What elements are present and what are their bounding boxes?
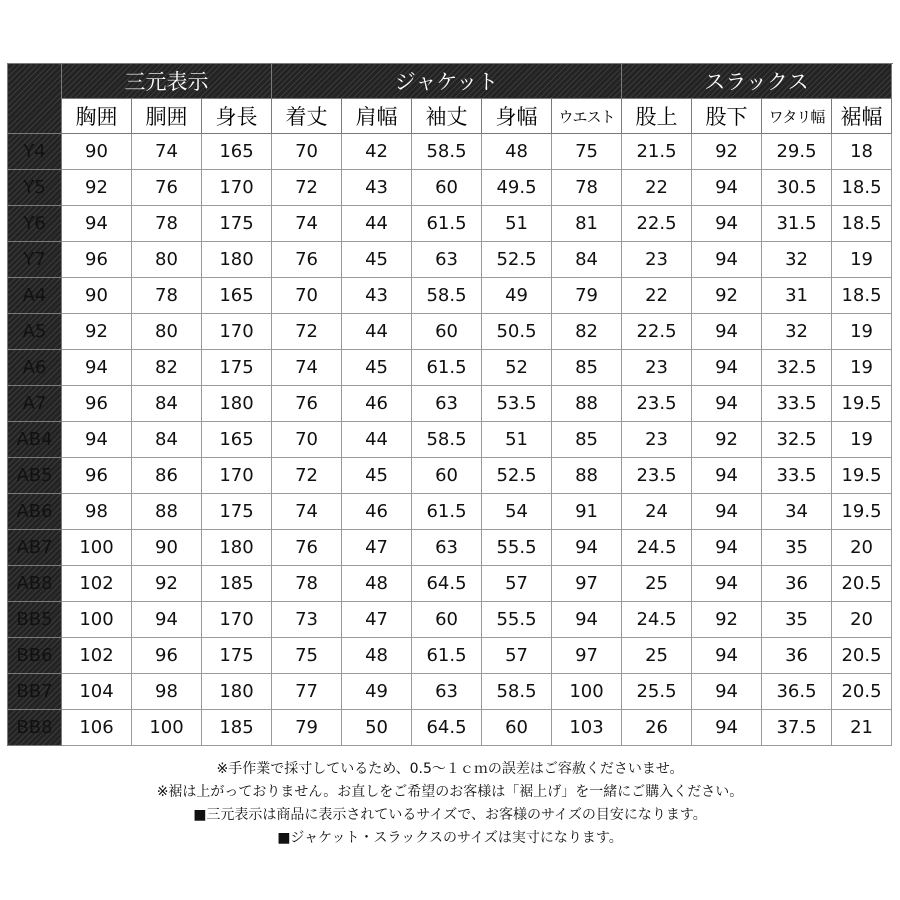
table-row — [8, 638, 892, 674]
measurement-cell: 55.5 — [482, 530, 552, 566]
measurement-cell: 25 — [622, 638, 692, 674]
measurement-cell: 19 — [832, 242, 892, 278]
measurement-cell: 18.5 — [832, 206, 892, 242]
group-header-slacks: スラックス — [622, 64, 892, 99]
measurement-cell: 34 — [762, 494, 832, 530]
measurement-cell: 94 — [62, 422, 132, 458]
measurement-cell: 19.5 — [832, 494, 892, 530]
note-line: ■三元表示は商品に表示されているサイズで、お客様のサイズの目安になります。 — [193, 807, 707, 823]
measurement-cell: 74 — [272, 206, 342, 242]
measurement-cell: 54 — [482, 494, 552, 530]
measurement-cell: 49 — [482, 278, 552, 314]
size-label-cell: AB4 — [8, 422, 62, 458]
measurement-cell: 19 — [832, 350, 892, 386]
measurement-cell: 180 — [202, 674, 272, 710]
measurement-cell: 100 — [132, 710, 202, 746]
measurement-cell: 82 — [552, 314, 622, 350]
measurement-cell: 30.5 — [762, 170, 832, 206]
measurement-cell: 19 — [832, 422, 892, 458]
table-row — [8, 422, 892, 458]
measurement-cell: 70 — [272, 278, 342, 314]
table-row — [8, 206, 892, 242]
measurement-cell: 102 — [62, 638, 132, 674]
measurement-cell: 92 — [692, 278, 762, 314]
measurement-cell: 98 — [62, 494, 132, 530]
measurement-cell: 94 — [692, 674, 762, 710]
size-label-cell: Y4 — [8, 134, 62, 170]
measurement-cell: 48 — [342, 638, 412, 674]
measurement-cell: 82 — [132, 350, 202, 386]
measurement-cell: 103 — [552, 710, 622, 746]
measurement-cell: 63 — [412, 530, 482, 566]
size-chart-table — [7, 63, 892, 746]
column-header: 裾幅 — [832, 99, 892, 134]
measurement-cell: 32.5 — [762, 350, 832, 386]
measurement-cell: 90 — [62, 134, 132, 170]
measurement-cell: 31.5 — [762, 206, 832, 242]
measurement-cell: 32 — [762, 242, 832, 278]
measurement-cell: 94 — [692, 710, 762, 746]
measurement-cell: 96 — [62, 386, 132, 422]
measurement-cell: 22.5 — [622, 314, 692, 350]
size-label-cell: Y6 — [8, 206, 62, 242]
measurement-cell: 44 — [342, 206, 412, 242]
measurement-cell: 32 — [762, 314, 832, 350]
column-header: 袖丈 — [412, 99, 482, 134]
measurement-cell: 44 — [342, 314, 412, 350]
measurement-cell: 20 — [832, 530, 892, 566]
measurement-cell: 185 — [202, 710, 272, 746]
measurement-cell: 47 — [342, 530, 412, 566]
measurement-cell: 94 — [692, 458, 762, 494]
measurement-cell: 50.5 — [482, 314, 552, 350]
measurement-cell: 19 — [832, 314, 892, 350]
table-row — [8, 458, 892, 494]
measurement-cell: 185 — [202, 566, 272, 602]
corner-cell — [8, 64, 62, 134]
measurement-cell: 24 — [622, 494, 692, 530]
measurement-cell: 91 — [552, 494, 622, 530]
measurement-cell: 46 — [342, 494, 412, 530]
measurement-cell: 58.5 — [412, 422, 482, 458]
measurement-cell: 19.5 — [832, 458, 892, 494]
measurement-cell: 170 — [202, 602, 272, 638]
size-label-cell: A4 — [8, 278, 62, 314]
column-header: ワタリ幅 — [762, 99, 832, 134]
column-header-row — [8, 99, 892, 134]
measurement-cell: 94 — [552, 530, 622, 566]
measurement-cell: 52.5 — [482, 242, 552, 278]
measurement-cell: 60 — [412, 314, 482, 350]
note-line: ※手作業で採寸しているため、0.5～１ｃｍの誤差はご容赦くださいませ。 — [216, 761, 684, 777]
measurement-cell: 84 — [132, 386, 202, 422]
measurement-cell: 23 — [622, 242, 692, 278]
measurement-cell: 64.5 — [412, 566, 482, 602]
measurement-cell: 75 — [272, 638, 342, 674]
table-row — [8, 170, 892, 206]
table-row — [8, 566, 892, 602]
measurement-cell: 58.5 — [412, 278, 482, 314]
measurement-cell: 85 — [552, 350, 622, 386]
size-label-cell: AB8 — [8, 566, 62, 602]
measurement-cell: 90 — [62, 278, 132, 314]
measurement-cell: 175 — [202, 638, 272, 674]
measurement-cell: 58.5 — [482, 674, 552, 710]
size-table-body — [8, 134, 892, 746]
measurement-cell: 70 — [272, 422, 342, 458]
measurement-cell: 94 — [692, 386, 762, 422]
measurement-cell: 96 — [62, 458, 132, 494]
note-line: ※裾は上がっておりません。お直しをご希望のお客様は「裾上げ」を一緒にご購入ください。 — [156, 784, 744, 800]
measurement-cell: 76 — [272, 386, 342, 422]
table-row — [8, 386, 892, 422]
measurement-cell: 45 — [342, 458, 412, 494]
measurement-cell: 97 — [552, 638, 622, 674]
measurement-cell: 23.5 — [622, 386, 692, 422]
measurement-cell: 77 — [272, 674, 342, 710]
group-header-jacket: ジャケット — [272, 64, 622, 99]
measurement-cell: 165 — [202, 134, 272, 170]
measurement-cell: 88 — [132, 494, 202, 530]
measurement-cell: 100 — [62, 602, 132, 638]
measurement-cell: 84 — [132, 422, 202, 458]
size-label-cell: AB6 — [8, 494, 62, 530]
measurement-cell: 18 — [832, 134, 892, 170]
measurement-cell: 60 — [412, 458, 482, 494]
measurement-cell: 20.5 — [832, 566, 892, 602]
measurement-cell: 94 — [692, 170, 762, 206]
measurement-cell: 47 — [342, 602, 412, 638]
measurement-cell: 175 — [202, 350, 272, 386]
measurement-cell: 78 — [272, 566, 342, 602]
measurement-cell: 49 — [342, 674, 412, 710]
size-label-cell: Y7 — [8, 242, 62, 278]
measurement-cell: 104 — [62, 674, 132, 710]
measurement-cell: 85 — [552, 422, 622, 458]
measurement-cell: 48 — [342, 566, 412, 602]
measurement-cell: 90 — [132, 530, 202, 566]
measurement-cell: 92 — [692, 602, 762, 638]
measurement-cell: 36.5 — [762, 674, 832, 710]
group-header-sanken: 三元表示 — [62, 64, 272, 99]
table-row — [8, 530, 892, 566]
measurement-cell: 25 — [622, 566, 692, 602]
measurement-cell: 180 — [202, 242, 272, 278]
measurement-cell: 33.5 — [762, 458, 832, 494]
measurement-cell: 60 — [412, 602, 482, 638]
size-label-cell: BB5 — [8, 602, 62, 638]
measurement-cell: 20.5 — [832, 638, 892, 674]
size-label-cell: Y5 — [8, 170, 62, 206]
column-header: 胸囲 — [62, 99, 132, 134]
size-label-cell: AB5 — [8, 458, 62, 494]
measurement-cell: 58.5 — [412, 134, 482, 170]
measurement-cell: 19.5 — [832, 386, 892, 422]
measurement-cell: 36 — [762, 566, 832, 602]
measurement-cell: 51 — [482, 422, 552, 458]
measurement-cell: 21 — [832, 710, 892, 746]
measurement-cell: 94 — [692, 242, 762, 278]
measurement-cell: 57 — [482, 638, 552, 674]
measurement-cell: 37.5 — [762, 710, 832, 746]
measurement-cell: 61.5 — [412, 494, 482, 530]
table-row — [8, 710, 892, 746]
measurement-cell: 94 — [692, 314, 762, 350]
measurement-cell: 94 — [692, 494, 762, 530]
measurement-cell: 35 — [762, 530, 832, 566]
measurement-cell: 76 — [272, 242, 342, 278]
measurement-cell: 94 — [552, 602, 622, 638]
measurement-cell: 22.5 — [622, 206, 692, 242]
column-header: 股下 — [692, 99, 762, 134]
measurement-cell: 170 — [202, 458, 272, 494]
measurement-cell: 64.5 — [412, 710, 482, 746]
measurement-cell: 98 — [132, 674, 202, 710]
column-header: 肩幅 — [342, 99, 412, 134]
measurement-cell: 55.5 — [482, 602, 552, 638]
size-label-cell: A6 — [8, 350, 62, 386]
measurement-cell: 74 — [272, 494, 342, 530]
measurement-cell: 44 — [342, 422, 412, 458]
measurement-cell: 94 — [132, 602, 202, 638]
size-label-cell: A7 — [8, 386, 62, 422]
measurement-cell: 88 — [552, 386, 622, 422]
measurement-cell: 74 — [132, 134, 202, 170]
measurement-cell: 94 — [692, 566, 762, 602]
measurement-cell: 94 — [692, 206, 762, 242]
measurement-cell: 23 — [622, 350, 692, 386]
size-label-cell: A5 — [8, 314, 62, 350]
measurement-cell: 75 — [552, 134, 622, 170]
size-label-cell: AB7 — [8, 530, 62, 566]
table-row — [8, 242, 892, 278]
measurement-cell: 92 — [692, 134, 762, 170]
measurement-cell: 94 — [692, 350, 762, 386]
measurement-cell: 74 — [272, 350, 342, 386]
measurement-cell: 48 — [482, 134, 552, 170]
measurement-cell: 180 — [202, 530, 272, 566]
measurement-cell: 80 — [132, 242, 202, 278]
measurement-cell: 18.5 — [832, 278, 892, 314]
measurement-cell: 94 — [692, 638, 762, 674]
column-header: 胴囲 — [132, 99, 202, 134]
measurement-cell: 170 — [202, 314, 272, 350]
table-row — [8, 674, 892, 710]
notes-block — [0, 758, 900, 850]
measurement-cell: 50 — [342, 710, 412, 746]
column-header: 身幅 — [482, 99, 552, 134]
measurement-cell: 43 — [342, 170, 412, 206]
measurement-cell: 88 — [552, 458, 622, 494]
measurement-cell: 18.5 — [832, 170, 892, 206]
measurement-cell: 175 — [202, 494, 272, 530]
measurement-cell: 24.5 — [622, 602, 692, 638]
measurement-cell: 22 — [622, 278, 692, 314]
measurement-cell: 63 — [412, 674, 482, 710]
measurement-cell: 43 — [342, 278, 412, 314]
measurement-cell: 92 — [62, 170, 132, 206]
measurement-cell: 32.5 — [762, 422, 832, 458]
measurement-cell: 92 — [62, 314, 132, 350]
measurement-cell: 23.5 — [622, 458, 692, 494]
measurement-cell: 60 — [412, 170, 482, 206]
measurement-cell: 63 — [412, 242, 482, 278]
measurement-cell: 96 — [132, 638, 202, 674]
measurement-cell: 92 — [132, 566, 202, 602]
measurement-cell: 80 — [132, 314, 202, 350]
measurement-cell: 51 — [482, 206, 552, 242]
measurement-cell: 100 — [552, 674, 622, 710]
table-row — [8, 602, 892, 638]
measurement-cell: 86 — [132, 458, 202, 494]
measurement-cell: 45 — [342, 350, 412, 386]
measurement-cell: 72 — [272, 170, 342, 206]
measurement-cell: 45 — [342, 242, 412, 278]
measurement-cell: 78 — [132, 278, 202, 314]
measurement-cell: 106 — [62, 710, 132, 746]
measurement-cell: 72 — [272, 314, 342, 350]
measurement-cell: 165 — [202, 422, 272, 458]
column-header: 身長 — [202, 99, 272, 134]
measurement-cell: 96 — [62, 242, 132, 278]
measurement-cell: 23 — [622, 422, 692, 458]
size-label-cell: BB7 — [8, 674, 62, 710]
table-row — [8, 278, 892, 314]
measurement-cell: 81 — [552, 206, 622, 242]
column-header: 着丈 — [272, 99, 342, 134]
measurement-cell: 20 — [832, 602, 892, 638]
measurement-cell: 170 — [202, 170, 272, 206]
measurement-cell: 26 — [622, 710, 692, 746]
column-header: ウエスト — [552, 99, 622, 134]
measurement-cell: 57 — [482, 566, 552, 602]
size-label-cell: BB8 — [8, 710, 62, 746]
note-line: ■ジャケット・スラックスのサイズは実寸になります。 — [277, 830, 623, 846]
size-label-cell: BB6 — [8, 638, 62, 674]
measurement-cell: 61.5 — [412, 206, 482, 242]
measurement-cell: 72 — [272, 458, 342, 494]
measurement-cell: 61.5 — [412, 638, 482, 674]
measurement-cell: 33.5 — [762, 386, 832, 422]
measurement-cell: 53.5 — [482, 386, 552, 422]
measurement-cell: 78 — [132, 206, 202, 242]
measurement-cell: 76 — [272, 530, 342, 566]
table-row — [8, 350, 892, 386]
column-header: 股上 — [622, 99, 692, 134]
measurement-cell: 52.5 — [482, 458, 552, 494]
measurement-cell: 61.5 — [412, 350, 482, 386]
measurement-cell: 180 — [202, 386, 272, 422]
measurement-cell: 60 — [482, 710, 552, 746]
measurement-cell: 35 — [762, 602, 832, 638]
measurement-cell: 49.5 — [482, 170, 552, 206]
measurement-cell: 25.5 — [622, 674, 692, 710]
measurement-cell: 29.5 — [762, 134, 832, 170]
table-row — [8, 314, 892, 350]
measurement-cell: 22 — [622, 170, 692, 206]
measurement-cell: 165 — [202, 278, 272, 314]
table-row — [8, 494, 892, 530]
measurement-cell: 92 — [692, 422, 762, 458]
measurement-cell: 94 — [62, 350, 132, 386]
measurement-cell: 63 — [412, 386, 482, 422]
measurement-cell: 94 — [692, 530, 762, 566]
measurement-cell: 102 — [62, 566, 132, 602]
measurement-cell: 21.5 — [622, 134, 692, 170]
measurement-cell: 175 — [202, 206, 272, 242]
measurement-cell: 79 — [272, 710, 342, 746]
measurement-cell: 94 — [62, 206, 132, 242]
measurement-cell: 76 — [132, 170, 202, 206]
measurement-cell: 84 — [552, 242, 622, 278]
group-header-row — [8, 64, 892, 99]
measurement-cell: 97 — [552, 566, 622, 602]
measurement-cell: 70 — [272, 134, 342, 170]
measurement-cell: 42 — [342, 134, 412, 170]
measurement-cell: 31 — [762, 278, 832, 314]
measurement-cell: 52 — [482, 350, 552, 386]
table-row — [8, 134, 892, 170]
measurement-cell: 78 — [552, 170, 622, 206]
measurement-cell: 100 — [62, 530, 132, 566]
measurement-cell: 36 — [762, 638, 832, 674]
measurement-cell: 73 — [272, 602, 342, 638]
measurement-cell: 46 — [342, 386, 412, 422]
measurement-cell: 79 — [552, 278, 622, 314]
measurement-cell: 24.5 — [622, 530, 692, 566]
measurement-cell: 20.5 — [832, 674, 892, 710]
